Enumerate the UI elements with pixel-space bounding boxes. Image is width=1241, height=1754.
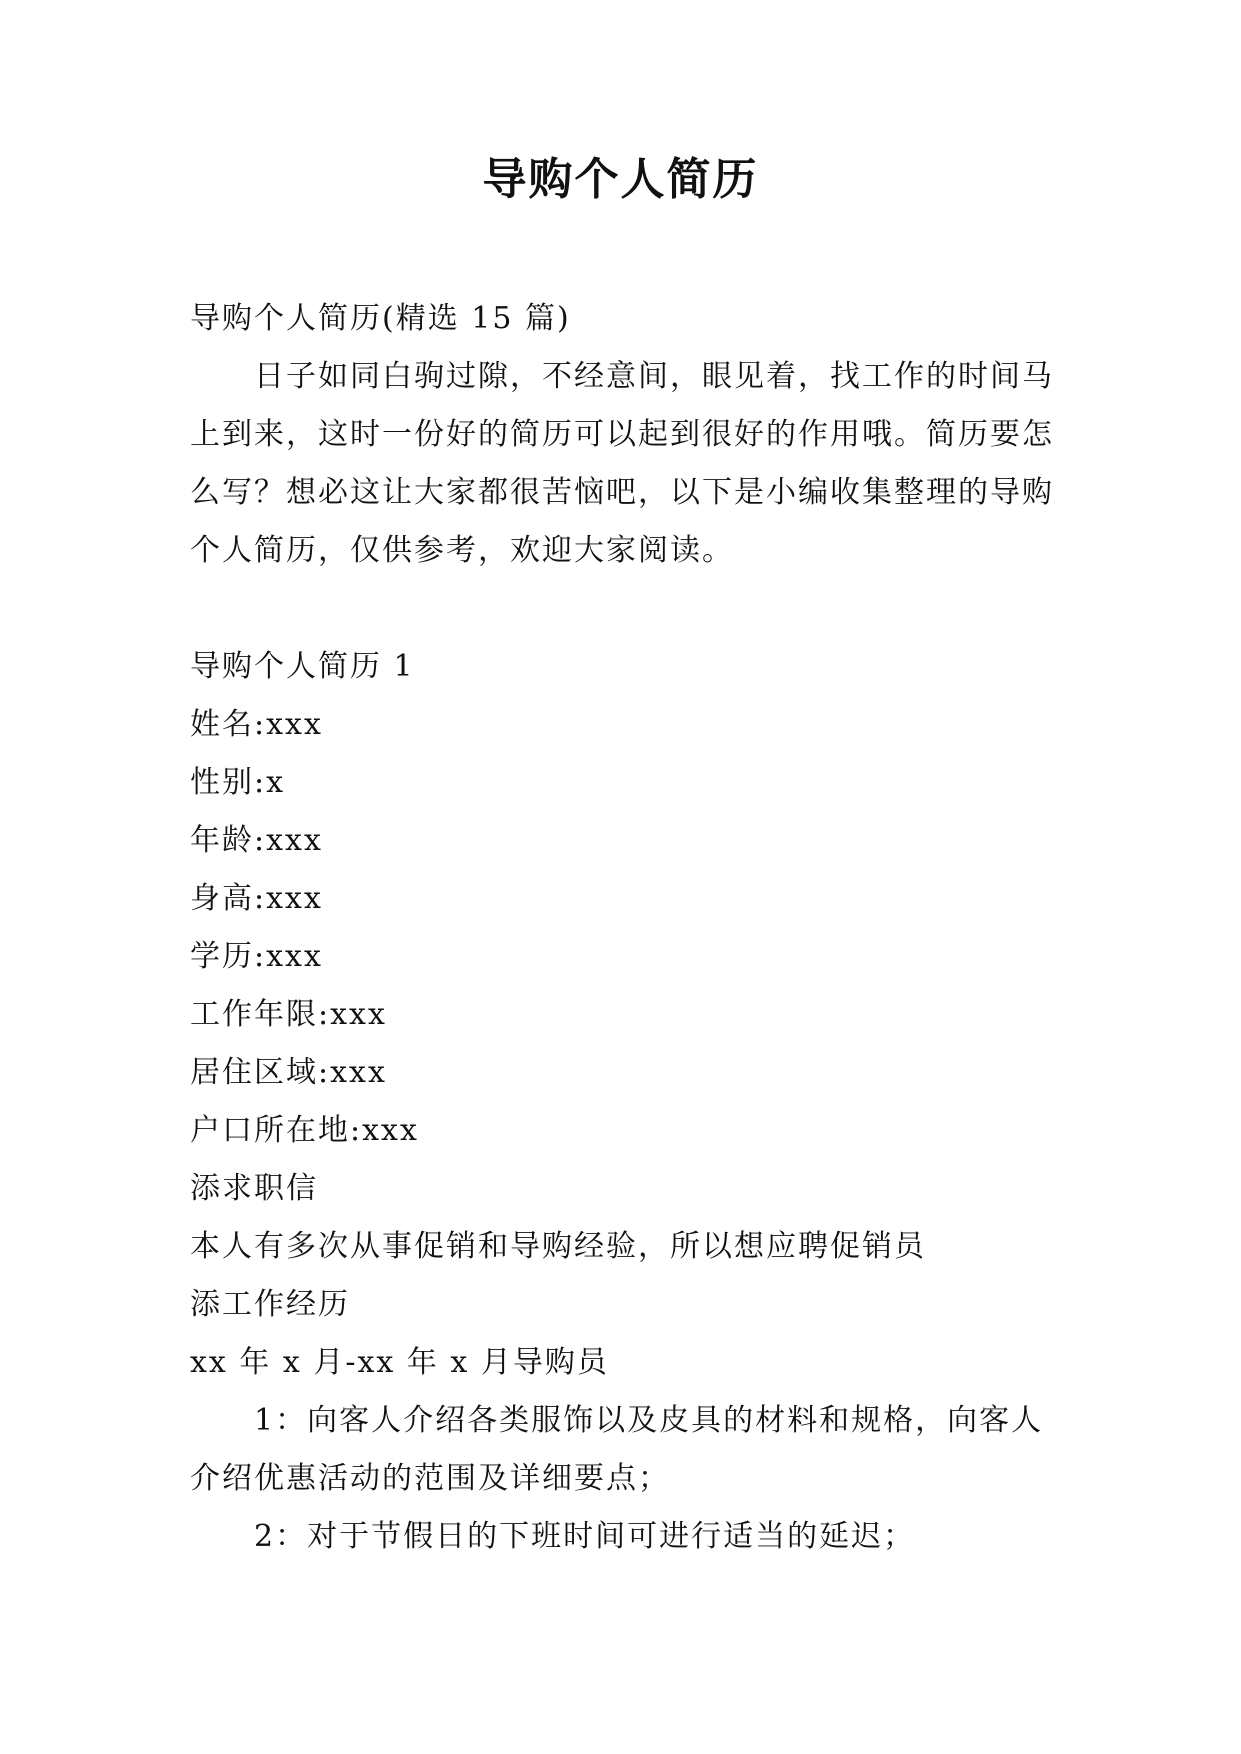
work-experience-heading: 添工作经历 (190, 1287, 350, 1322)
field-name: 姓名:xxx (190, 707, 323, 742)
field-hukou: 户口所在地:xxx (190, 1113, 419, 1148)
field-education: 学历:xxx (190, 939, 323, 974)
duty-item-2: 2：对于节假日的下班时间可进行适当的延迟； (254, 1519, 916, 1554)
intro-paragraph: 日子如同白驹过隙，不经意间，眼见着，找工作的时间马上到来，这时一份好的简历可以起到很好的作用哦。简历要怎么写？想必这让大家都很苦恼吧，以下是小编收集整理的导购个人简历，仅供参考，欢迎大家阅读。 (190, 359, 1054, 568)
field-gender: 性别:x (190, 765, 286, 800)
duty-item-1: 1：向客人介绍各类服饰以及皮具的材料和规格，向客人介绍优惠活动的范围及详细要点； (190, 1403, 1044, 1496)
document-body (190, 290, 1060, 1566)
section-heading: 导购个人简历 1 (190, 649, 415, 684)
field-age: 年龄:xxx (190, 823, 323, 858)
field-height: 身高:xxx (190, 881, 323, 916)
document-subtitle: 导购个人简历(精选 15 篇) (190, 301, 571, 336)
cover-letter-text: 本人有多次从事促销和导购经验，所以想应聘促销员 (190, 1229, 926, 1264)
work-experience-period: xx 年 x 月-xx 年 x 月导购员 (190, 1345, 609, 1380)
paragraph-spacer (190, 580, 1060, 638)
document-title: 导购个人简历 (482, 154, 759, 205)
field-residence: 居住区域:xxx (190, 1055, 387, 1090)
cover-letter-heading: 添求职信 (190, 1171, 318, 1206)
field-work-years: 工作年限:xxx (190, 997, 387, 1032)
